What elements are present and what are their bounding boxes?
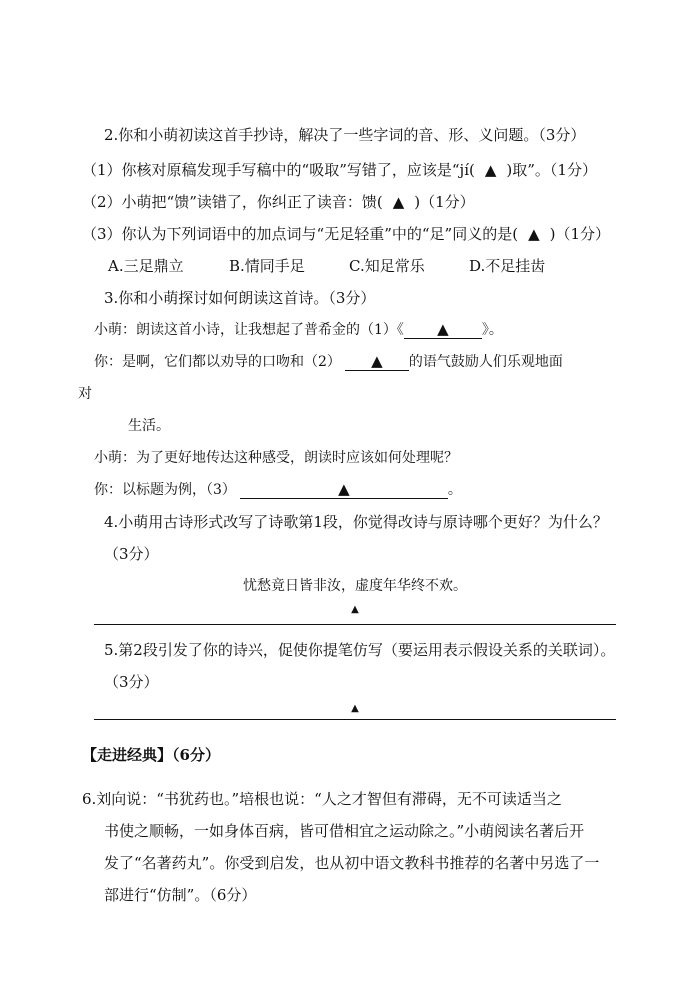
blank-marker-icon: ▲ — [351, 604, 359, 615]
q4-poem: 忧愁竟日皆非汝，虚度年华终不欢。 — [243, 578, 467, 594]
q3-dialog-2-wrap: 对 — [78, 386, 92, 402]
blank-marker-icon: ▲ — [371, 352, 383, 370]
blank-marker-icon: ▲ — [484, 161, 497, 179]
q3-dialog-4 — [94, 480, 462, 500]
q2-sub3-text-after: )（1分） — [549, 225, 611, 243]
q4-answer-line[interactable] — [94, 624, 616, 625]
q5-score: （3分） — [104, 673, 159, 691]
q2-option-b: B.情同手足 — [229, 257, 305, 275]
q6-line-3: 发了“名著药丸”。你受到启发，也从初中语文教科书推荐的名著中另选了一 — [104, 854, 600, 872]
q2-option-c: C.知足常乐 — [349, 257, 425, 275]
q2-stem: 2.你和小萌初读这首手抄诗，解决了一些字词的音、形、义问题。（3分） — [104, 126, 586, 144]
q3-stem: 3.你和小萌探讨如何朗读这首诗。（3分） — [104, 289, 376, 307]
q5-stem: 5.第2段引发了你的诗兴，促使你提笔仿写（要运用表示假设关系的关联词）。 — [104, 641, 616, 659]
q2-sub1 — [82, 160, 597, 180]
q3-dialog-3: 小萌：为了更好地传达这种感受，朗读时应该如何处理呢？ — [94, 450, 458, 466]
q2-sub2-text-after: )（1分） — [414, 193, 475, 211]
blank-marker-icon: ▲ — [338, 480, 350, 498]
q3-dialog-2-before: 你：是啊，它们都以劝导的口吻和（2） — [94, 354, 341, 370]
q6-line-4: 部进行“仿制”。（6分） — [104, 886, 257, 904]
blank-marker-icon: ▲ — [351, 703, 359, 714]
section-title: 【走进经典】（6分） — [82, 746, 220, 764]
q4-score: （3分） — [104, 545, 159, 563]
blank-marker-icon: ▲ — [528, 225, 540, 243]
q3-dialog-4-before: 你：以标题为例，（3） — [94, 482, 236, 498]
q2-option-a: A.三足鼎立 — [108, 257, 184, 275]
q6-line-1: 6.刘向说：“书犹药也。”培根也说：“人之才智但有滞碍，无不可读适当之 — [82, 790, 562, 808]
blank-marker-icon: ▲ — [392, 193, 405, 211]
q2-sub2 — [82, 192, 475, 212]
q3-dialog-2-after: 的语气鼓励人们乐观地面 — [408, 354, 563, 370]
blank-marker-icon: ▲ — [437, 320, 449, 338]
q2-sub2-text-before: （2）小萌把“馈”读错了，你纠正了读音：馈( — [82, 193, 383, 211]
q2-sub3 — [82, 224, 610, 244]
q3-dialog-2 — [94, 352, 563, 372]
answer-blank-3[interactable] — [240, 481, 448, 499]
answer-blank-1[interactable] — [404, 321, 482, 339]
q5-answer-line[interactable] — [94, 719, 616, 720]
q3-dialog-1-before: 小萌：朗读这首小诗，让我想起了普希金的（1）《 — [94, 322, 404, 338]
q3-dialog-4-after: 。 — [447, 482, 462, 498]
q2-sub1-text-after: )取”。（1分） — [506, 161, 597, 179]
q2-sub3-text-before: （3）你认为下列词语中的加点词与“无足轻重”中的“足”同义的是( — [82, 225, 519, 243]
answer-blank-2[interactable] — [345, 353, 409, 371]
q6-line-2: 书使之顺畅，一如身体百病，皆可借相宜之运动除之。”小萌阅读名著后开 — [104, 822, 585, 840]
q2-sub1-text-before: （1）你核对原稿发现手写稿中的“吸取”写错了，应该是“jí( — [82, 161, 475, 179]
q2-option-d: D.不足挂齿 — [469, 257, 546, 275]
q4-stem: 4.小萌用古诗形式改写了诗歌第1段，你觉得改诗与原诗哪个更好？为什么？ — [104, 513, 608, 531]
q3-dialog-2-cont: 生活。 — [128, 418, 170, 434]
q3-dialog-1 — [94, 320, 503, 340]
q3-dialog-1-after: 》。 — [481, 322, 503, 338]
